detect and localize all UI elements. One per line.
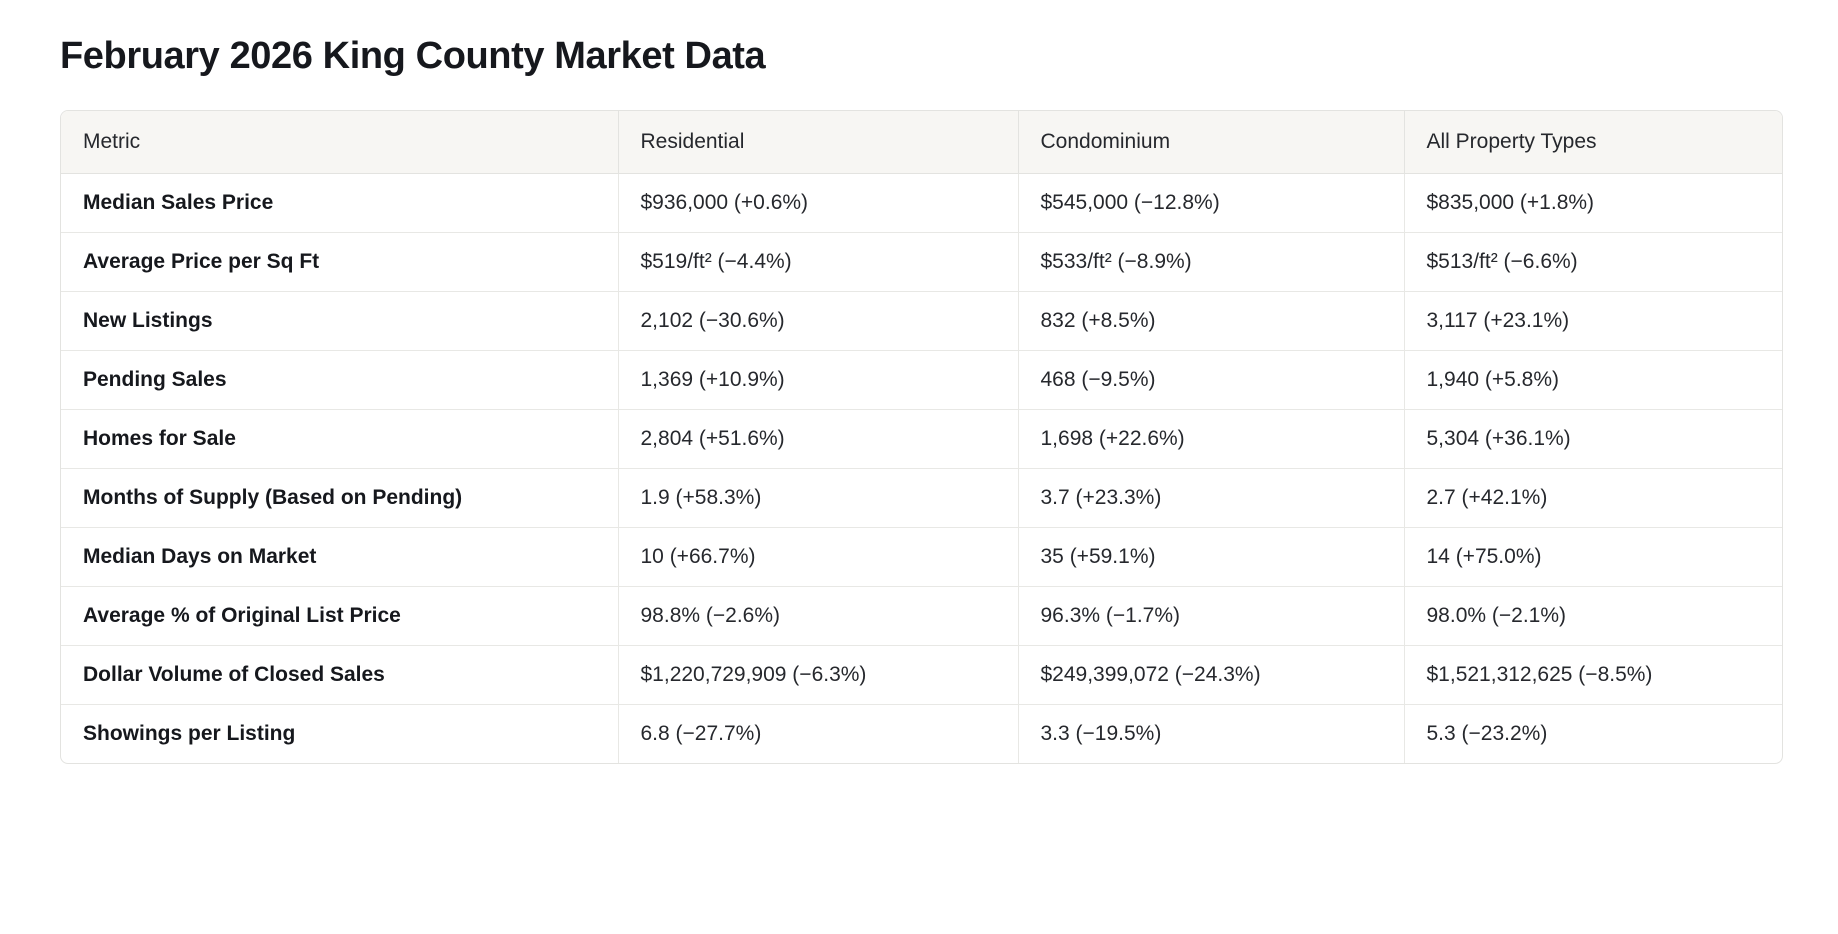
cell-metric: Average Price per Sq Ft: [61, 232, 618, 291]
table-row: [61, 704, 1783, 763]
cell-condominium: 96.3% (−1.7%): [1018, 586, 1404, 645]
column-header-residential: Residential: [618, 111, 1018, 174]
cell-metric: Months of Supply (Based on Pending): [61, 468, 618, 527]
cell-metric: Pending Sales: [61, 350, 618, 409]
table-header: [61, 111, 1783, 174]
cell-all-property-types: 98.0% (−2.1%): [1404, 586, 1783, 645]
cell-residential: 2,102 (−30.6%): [618, 291, 1018, 350]
cell-all-property-types: $835,000 (+1.8%): [1404, 173, 1783, 232]
table-row: [61, 173, 1783, 232]
cell-metric: Median Days on Market: [61, 527, 618, 586]
cell-all-property-types: 5.3 (−23.2%): [1426, 721, 1548, 745]
cell-condominium: 832 (+8.5%): [1018, 291, 1404, 350]
cell-all-property-types: 3,117 (+23.1%): [1404, 291, 1783, 350]
cell-residential: 98.8% (−2.6%): [618, 586, 1018, 645]
cell-all-property-types: 5,304 (+36.1%): [1404, 409, 1783, 468]
cell-condominium: $249,399,072 (−24.3%): [1018, 645, 1404, 704]
column-header-condominium: Condominium: [1018, 111, 1404, 174]
column-header-all-property-types: All Property Types: [1404, 111, 1783, 174]
table-row: [61, 350, 1783, 409]
cell-residential: 6.8 (−27.7%): [618, 704, 1018, 763]
cell-condominium: 1,698 (+22.6%): [1018, 409, 1404, 468]
cell-all-property-types: $513/ft² (−6.6%): [1404, 232, 1783, 291]
cell-metric: Dollar Volume of Closed Sales: [61, 645, 618, 704]
table-row: [61, 291, 1783, 350]
cell-metric: Average % of Original List Price: [61, 586, 618, 645]
cell-condominium: 3.7 (+23.3%): [1018, 468, 1404, 527]
cell-all-property-types: 1,940 (+5.8%): [1404, 350, 1783, 409]
table-row: [61, 409, 1783, 468]
cell-metric: Showings per Listing: [61, 704, 618, 763]
cell-residential: $1,220,729,909 (−6.3%): [618, 645, 1018, 704]
cell-all-property-types: 2.7 (+42.1%): [1404, 468, 1783, 527]
table-header-row: [61, 111, 1783, 174]
cell-residential: 10 (+66.7%): [618, 527, 1018, 586]
cell-condominium: $545,000 (−12.8%): [1018, 173, 1404, 232]
table-row: [61, 586, 1783, 645]
cell-condominium: 468 (−9.5%): [1018, 350, 1404, 409]
cell-all-property-types: $1,521,312,625 (−8.5%): [1404, 645, 1783, 704]
cell-residential: 2,804 (+51.6%): [618, 409, 1018, 468]
cell-condominium: 3.3 (−19.5%): [1018, 704, 1404, 763]
cell-residential: 1.9 (+58.3%): [618, 468, 1018, 527]
table-row: [61, 468, 1783, 527]
table-row: [61, 527, 1783, 586]
cell-residential: $936,000 (+0.6%): [618, 173, 1018, 232]
table-row: [61, 645, 1783, 704]
cell-metric: Median Sales Price: [61, 173, 618, 232]
cell-residential: $519/ft² (−4.4%): [618, 232, 1018, 291]
cell-all-property-types: 14 (+75.0%): [1404, 527, 1783, 586]
cell-metric: Homes for Sale: [61, 409, 618, 468]
table-row: [61, 232, 1783, 291]
column-header-metric: Metric: [61, 111, 618, 174]
cell-condominium: $533/ft² (−8.9%): [1018, 232, 1404, 291]
market-data-table-container: [60, 110, 1783, 764]
cell-condominium: 35 (+59.1%): [1018, 527, 1404, 586]
page-title: February 2026 King County Market Data: [60, 35, 766, 77]
market-data-table: [61, 111, 1783, 763]
cell-metric: New Listings: [61, 291, 618, 350]
cell-residential: 1,369 (+10.9%): [618, 350, 1018, 409]
table-body: [61, 173, 1783, 763]
